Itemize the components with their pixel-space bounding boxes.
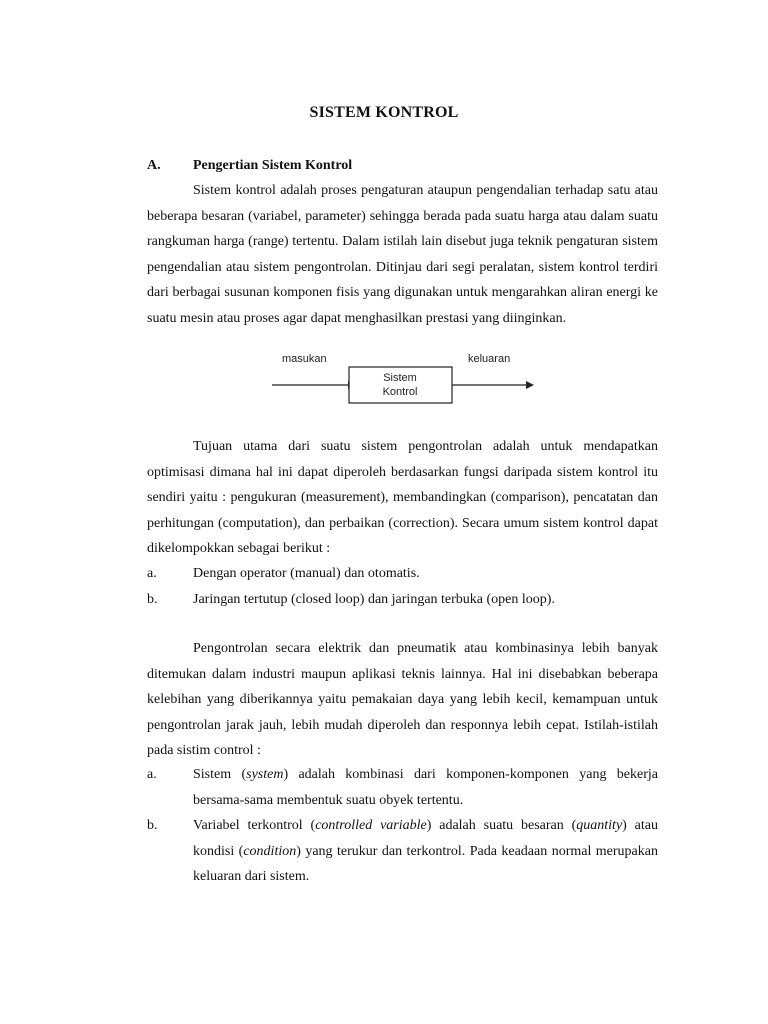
list-item-text: Dengan operator (manual) dan otomatis. (193, 566, 420, 581)
text-run: ) yang terukur dan terkontrol. Pada keadaan normal merupakan keluaran dari sistem. (193, 843, 658, 884)
block-diagram (272, 354, 536, 410)
list-terms (147, 762, 658, 890)
text-run: ) atau kondisi ( (193, 818, 658, 859)
italic-term: condition (243, 843, 297, 859)
paragraph-definition: Sistem kontrol adalah proses pengaturan ataupun pengendalian terhadap satu atau beberapa besaran (variabel, parameter) sehingga berada pada suatu harga atau dalam suatu rangkuman harga (range) tertentu. Dalam istilah lain disebut juga teknik pengaturan sistem pengendalian atau sistem pengontrolan. Ditinjau dari segi peralatan, sistem kontrol terdiri dari berbagai susunan komponen fisis yang digunakan untuk mengarahkan aliran energi ke suatu mesin atau proses agar dapat menghasilkan prestasi yang diinginkan. (147, 183, 658, 326)
document-title: SISTEM KONTROL (309, 104, 459, 121)
box-label-line1: Sistem (383, 372, 417, 384)
block-diagram-svg (272, 354, 536, 410)
text-run: ) adalah suatu besaran ( (426, 818, 577, 833)
list-marker: b. (147, 818, 158, 833)
list-item (147, 813, 658, 890)
italic-term: quantity (576, 818, 623, 833)
box-label-line2: Kontrol (382, 386, 418, 398)
list-control-types (147, 561, 658, 612)
output-arrowhead-icon (526, 381, 534, 389)
text-run: ) adalah kombinasi dari komponen-komponen yang bekerja bersama-sama membentuk suatu obyek tertentu. (193, 767, 659, 808)
input-label: masukan (282, 353, 327, 365)
section-heading (147, 158, 352, 174)
term-system-definition (193, 762, 658, 813)
list-item (147, 587, 658, 613)
term-controlled-variable-definition (193, 813, 658, 890)
list-item-text: Jaringan tertutup (closed loop) dan jaringan terbuka (open loop). (193, 591, 555, 607)
output-label: keluaran (468, 353, 511, 365)
text-run: Variabel terkontrol ( (193, 818, 316, 833)
italic-term: controlled variable (315, 818, 427, 833)
text-run: Sistem ( (193, 767, 247, 782)
paragraph-electric-pneumatic: Pengontrolan secara elektrik dan pneumatik atau kombinasinya lebih banyak ditemukan dalam industri maupun aplikasi teknis lainnya. Hal ini disebabkan beberapa kelebihan yang diberikannya yaitu pemakaian daya yang lebih kecil, kemampuan untuk pengontrolan jarak jauh, lebih mudah diperoleh dan responnya lebih cepat. Istilah-istilah pada sistim control : (147, 641, 658, 758)
section-heading-text: Pengertian Sistem Kontrol (193, 158, 353, 173)
italic-term: system (246, 767, 284, 782)
list-marker: a. (147, 767, 157, 782)
list-marker: b. (147, 591, 158, 607)
list-marker: a. (147, 566, 157, 581)
section-letter: A. (147, 158, 161, 173)
list-item (147, 762, 658, 813)
paragraph-purpose: Tujuan utama dari suatu sistem pengontrolan adalah untuk mendapatkan optimisasi dimana hal ini dapat diperoleh berdasarkan fungsi daripada sistem kontrol itu sendiri yaitu : pengukuran (measurement), membandingkan (comparison), pencatatan dan perhitungan (computation), dan perbaikan (correction). Secara umum sistem kontrol dapat dikelompokkan sebagai berikut : (147, 439, 658, 556)
list-item (147, 561, 658, 587)
